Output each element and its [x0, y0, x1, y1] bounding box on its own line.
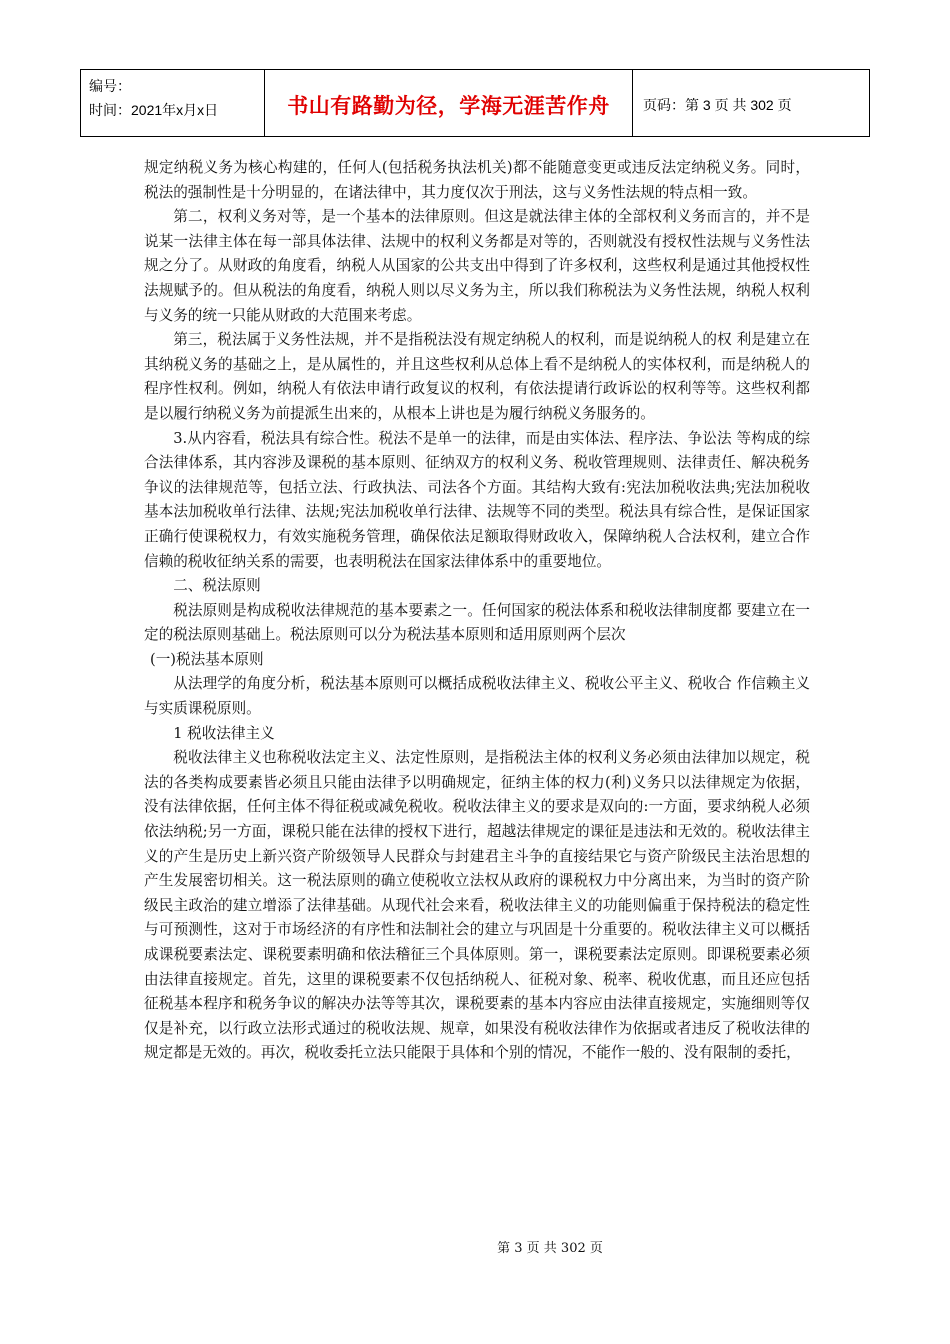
header-meta	[81, 70, 265, 136]
section-heading-tax-principles: 二、税法原则	[173, 577, 261, 595]
document-number-label: 编号：	[89, 78, 131, 94]
footer-page-number: 第 3 页 共 302 页	[497, 1241, 603, 1256]
document-body	[144, 156, 810, 1066]
header-motto-cell	[265, 70, 633, 136]
page-header	[80, 69, 870, 137]
paragraph-7: 税收法律主义也称税收法定主义、法定性原则，是指税法主体的权利义务必须由法律加以规定，税法的各类构成要素皆必须且只能由法律予以明确规定，征纳主体的权力(利)义务只以法律规定为依据，没有法律依据，任何主体不得征税或减免税收。税收法律主义的要求是双向的:一方面，要求纳税人必须依法纳税;另一方面，课税只能在法律的授权下进行，超越法律规定的课征是违法和无效的。税收法律主义的产生是历史上新兴资产阶级领导人民群众与封建君主斗争的直接结果它与资产阶级民主法治思想的产生发展密切相关。这一税法原则的确立使税收立法权从政府的课税权力中分离出来，为当时的资产阶级民主政治的建立增添了法律基础。从现代社会来看，税收法律主义的功能则偏重于保持税法的稳定性与可预测性，这对于市场经济的有序性和法制社会的建立与巩固是十分重要的。税收法律主义可以概括成课税要素法定、课税要素明确和依法稽征三个具体原则。第一，课税要素法定原则。即课税要素必须由法律直接规定。首先，这里的课税要素不仅包括纳税人、征税对象、税率、税收优惠，而且还应包括征税基本程序和税务争议的解决办法等等其次，课税要素的基本内容应由法律直接规定，实施细则等仅仅是补充，以行政立法形式通过的税收法规、规章，如果没有税收法律作为依据或者违反了税收法律的规定都是无效的。再次，税收委托立法只能限于具体和个别的情况，不能作一般的、没有限制的委托，	[144, 749, 810, 1062]
paragraph-6: 从法理学的角度分析，税法基本原则可以概括成税收法律主义、税收公平主义、税收合 作信赖主义与实质课税原则。	[144, 675, 810, 718]
paragraph-4: 3.从内容看，税法具有综合性。税法不是单一的法律，而是由实体法、程序法、争讼法 等构成的综合法律体系，其内容涉及课税的基本原则、征纳双方的权利义务、税收管理规则、法律责任、解决税务争议的法律规范等，包括立法、行政执法、司法各个方面。其结构大致有:宪法加税收法典;宪法加税收基本法加税收单行法律、法规;宪法加税收单行法律、法规等不同的类型。税法具有综合性，是保证国家正确行使课税权力，有效实施税务管理，确保依法足额取得财政收入，保障纳税人合法权利，建立合作信赖的税收征纳关系的需要，也表明税法在国家法律体系中的重要地位。	[144, 429, 810, 570]
header-motto: 书山有路勤为径，学海无涯苦作舟	[287, 94, 610, 118]
header-page-info: 页码：第 3 页 共 302 页	[643, 97, 792, 113]
paragraph-5: 税法原则是构成税收法律规范的基本要素之一。任何国家的税法体系和税收法律制度都 要建立在一定的税法原则基础上。税法原则可以分为税法基本原则和适用原则两个层次	[144, 601, 810, 644]
paragraph-2: 第二，权利义务对等，是一个基本的法律原则。但这是就法律主体的全部权利义务而言的，并不是说某一法律主体在每一部具体法律、法规中的权利义务都是对等的，否则就没有授权性法规与义务性法规之分了。从财政的角度看，纳税人从国家的公共支出中得到了许多权利，这些权利是通过其他授权性法规赋予的。但从税法的角度看，纳税人则以尽义务为主，所以我们称税法为义务性法规，纳税人权利与义务的统一只能从财政的大范围来考虑。	[144, 208, 810, 324]
paragraph-3: 第三，税法属于义务性法规，并不是指税法没有规定纳税人的权利，而是说纳税人的权 利是建立在其纳税义务的基础之上，是从属性的，并且这些权利从总体上看不是纳税人的实体权利，而是纳税人的程序性权利。例如，纳税人有依法申请行政复议的权利，有依法提请行政诉讼的权利等等。这些权利都是以履行纳税义务为前提派生出来的，从根本上讲也是为履行纳税义务服务的。	[144, 331, 810, 422]
subsection-heading-tax-legalism: 1 税收法律主义	[173, 724, 275, 742]
subsection-heading-basic-principles: (一)税法基本原则	[150, 650, 264, 668]
page-footer	[80, 1237, 870, 1256]
document-date-label: 时间：2021年x月x日	[89, 102, 219, 118]
paragraph-1: 规定纳税义务为核心构建的，任何人(包括税务执法机关)都不能随意变更或违反法定纳税义务。同时，税法的强制性是十分明显的，在诸法律中，其力度仅次于刑法，这与义务性法规的特点相一致。	[144, 159, 810, 201]
header-page-info-cell	[633, 70, 869, 136]
